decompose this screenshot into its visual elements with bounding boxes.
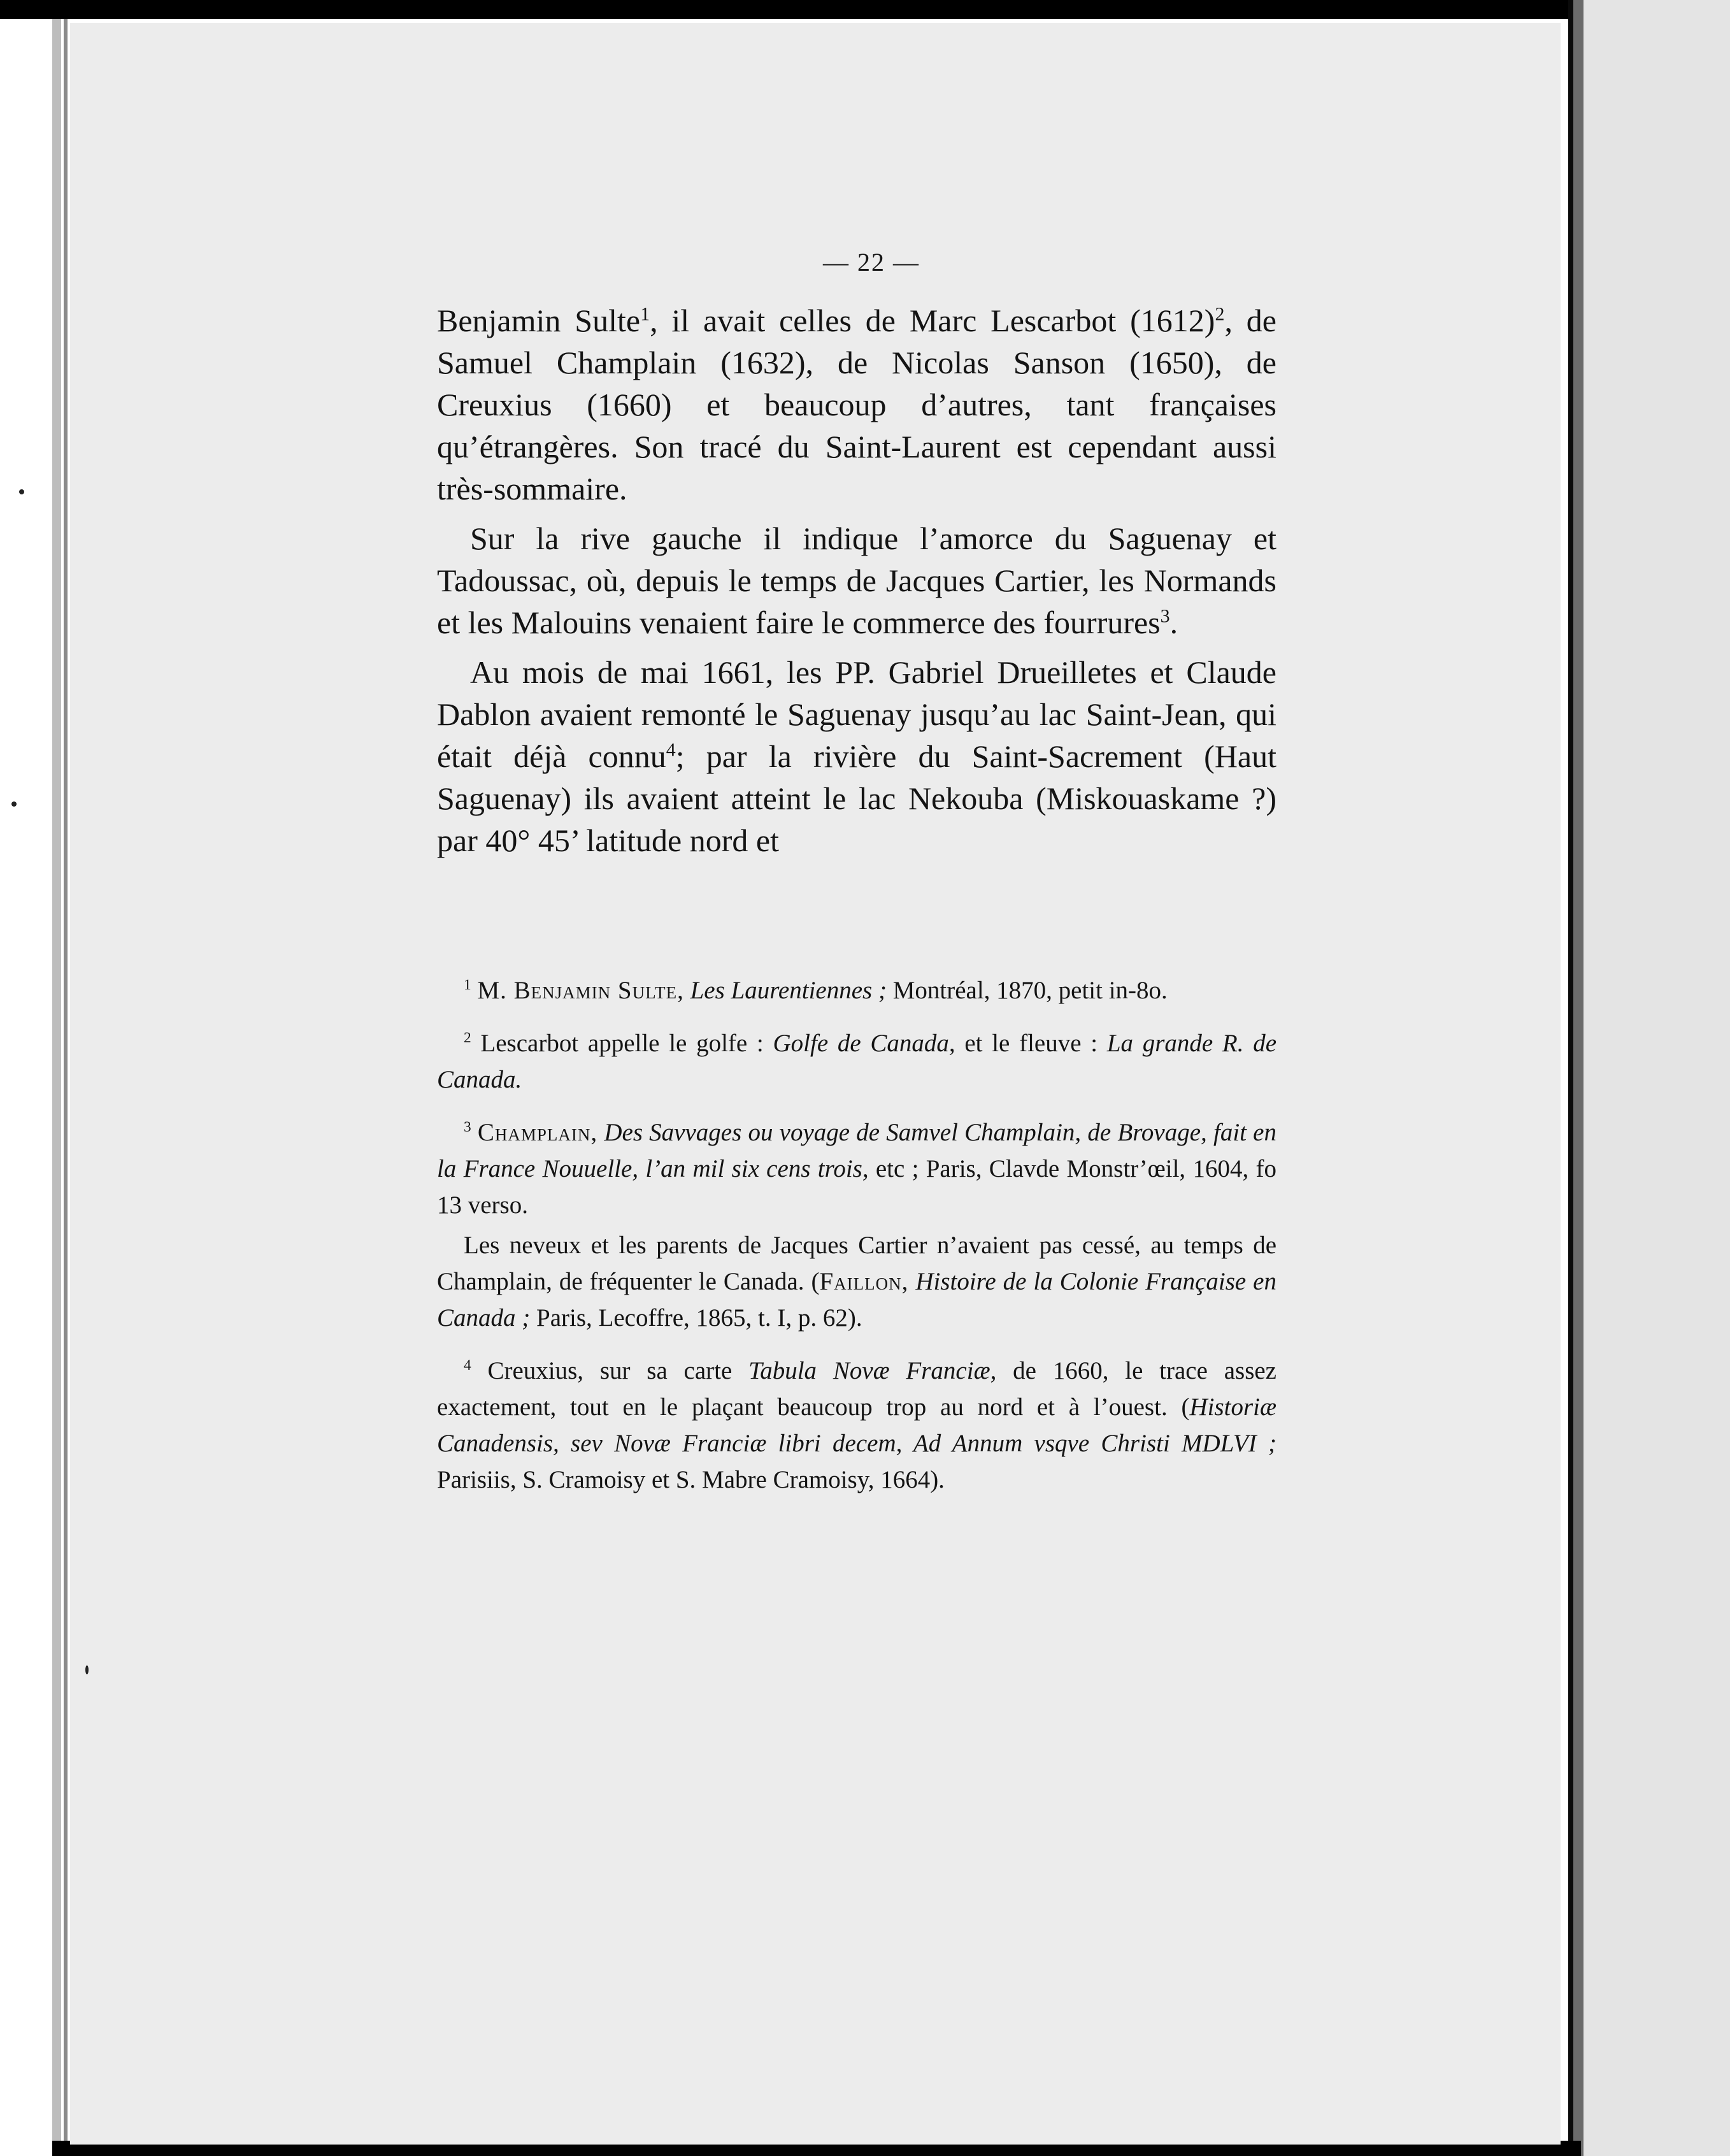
gutter-shadow xyxy=(1573,0,1583,2156)
footnote-ref-4: 4 xyxy=(666,739,676,761)
gutter-line xyxy=(1568,0,1573,2156)
scan-speck xyxy=(85,1665,89,1674)
footnote-ref-2: 2 xyxy=(1215,303,1225,325)
paragraph-1: Benjamin Sulte$^1$, il avait celles de Marc Lescarbot $(1612)^2$, de Samuel Champlain (1632), de Nicolas Sanson (1650), de Creuxius (1660) et beaucoup d’autres, tant françaises qu’étrangères. Son tracé du Saint-Laurent est cependant aussi très-sommaire. xyxy=(437,303,1277,507)
footnote-2: $^2$ Lescarbot appelle le golfe : Golfe de Canada, et le fleuve : La grande R. de Canada. xyxy=(437,1030,1277,1093)
footnote-3-continuation: Les neveux et les parents de Jacques Cartier n’avaient pas cessé, au temps de Champlain, de fréquenter le Canada. (Faillon, Histoire de la Colonie Française en Canada ; Paris, Lecoffre, 1865, t. I, p. 62). xyxy=(437,1232,1276,1332)
footnotes xyxy=(437,972,1276,1514)
footnote-4: $^4$ Creuxius, sur sa carte Tabula Novæ Franciæ, de 1660, le trace assez exactement, tout en le plaçant beaucoup trop au nord et à l’ouest. (Historiæ Canadensis, sev Novæ Franciæ libri decem, Ad Annum vsqve Christi MDLVI ; Parisiis, S. Cramoisy et S. Mabre Cramoisy, 1664). xyxy=(437,1357,1276,1493)
adjacent-page xyxy=(1583,0,1730,2156)
main-text xyxy=(437,299,1276,869)
scan-speck xyxy=(11,801,17,807)
paragraph-2: Sur la rive gauche il indique l’amorce du Saguenay et Tadoussac, où, depuis le temps de Jacques Cartier, les Normands et les Malouins venaient faire le commerce des fourrures$^3$. xyxy=(437,521,1276,640)
footnote-1: $^1$ M. Benjamin Sulte, Les Laurentiennes ; Montréal, 1870, petit in-8o. xyxy=(464,977,1168,1004)
scan-speck xyxy=(19,489,24,494)
page-edge-shadow xyxy=(64,19,68,2141)
page-edge xyxy=(52,19,61,2141)
footnote-3: $^3$ Champlain, Des Savvages ou voyage de Samvel Champlain, de Brovage, fait en la France Nouuelle, l’an mil six cens trois, etc ; Paris, Clavde Monstr’œil, 1604, fo 13 verso. xyxy=(437,1119,1276,1219)
scanner-top-border xyxy=(0,0,1730,19)
page-number: — 22 — xyxy=(823,248,920,277)
footnote-ref-1: 1 xyxy=(640,303,650,325)
footnote-ref-3: 3 xyxy=(1160,605,1170,627)
paragraph-3: Au mois de mai 1661, les PP. Gabriel Drueilletes et Claude Dablon avaient remonté le Saguenay jusqu’au lac Saint-Jean, qui était déjà connu$^4$; par la rivière du Saint-Sacrement (Haut Saguenay) ils avaient atteint le lac Nekouba (Miskouaskame ?) par 40° 45’ latitude nord et xyxy=(437,654,1277,858)
